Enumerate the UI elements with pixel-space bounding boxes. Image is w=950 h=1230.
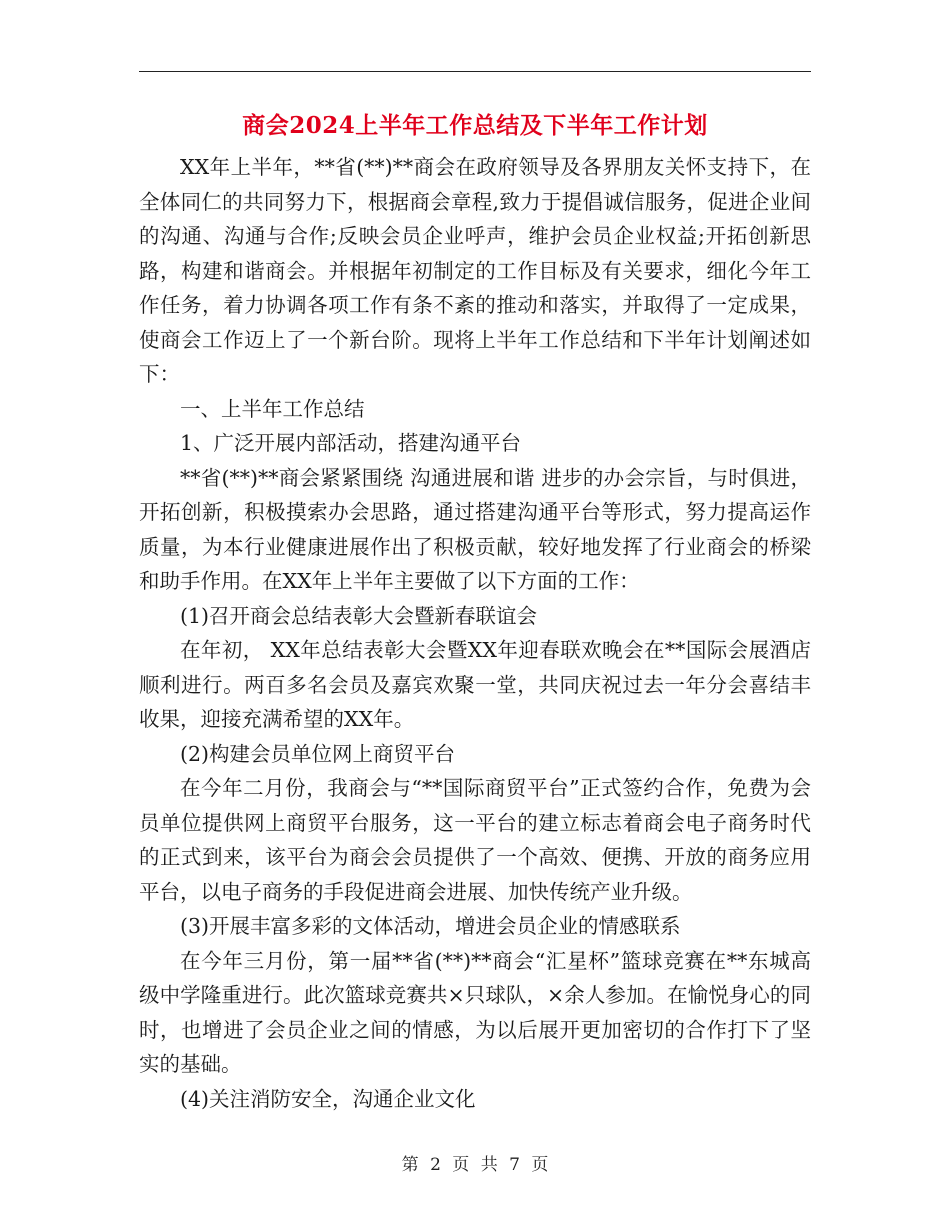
document-title: 商会2024上半年工作总结及下半年工作计划 [242,112,708,139]
paragraph-body: **省(**)**商会紧紧围绕 沟通进展和谐 进步的办会宗旨，与时俱进，开拓创新，积极摸索办会思路，通过搭建沟通平台等形式，努力提高运作质量，为本行业健康进展作出了积极贡献，较好地发挥了行业商会的桥梁和助手作用。在XX年上半年主要做了以下方面的工作： [139,465,811,593]
paragraph-body: 在今年二月份，我商会与“**国际商贸平台”正式签约合作，免费为会员单位提供网上商贸平台服务，这一平台的建立标志着商会电子商务时代的正式到来，该平台为商会会员提供了一个高效、便携、开放的商务应用平台，以电子商务的手段促进商会进展、加快传统产业升级。 [139,776,811,904]
document-body [139,150,811,1116]
item-heading-2: (2)构建会员单位网上商贸平台 [180,741,456,766]
item-heading-3: (3)开展丰富多彩的文体活动，增进会员企业的情感联系 [180,914,681,938]
page-number: 第 2 页 共 7 页 [401,1155,549,1175]
section-heading-1: 一、上半年工作总结 [180,396,365,421]
item-heading-1: (1)召开商会总结表彰大会暨新春联谊会 [180,603,538,628]
paragraph-body: 在年初， XX年总结表彰大会暨XX年迎春联欢晚会在**国际会展酒店顺利进行。两百多名会员及嘉宾欢聚一堂，共同庆祝过去一年分会喜结丰收果，迎接充满希望的XX年。 [139,638,811,731]
header-rule [139,71,811,72]
item-heading-4: (4)关注消防安全，沟通企业文化 [180,1086,476,1111]
paragraph-intro: XX年上半年，**省(**)**商会在政府领导及各界朋友关怀支持下，在全体同仁的共同努力下，根据商会章程,致力于提倡诚信服务，促进企业间的沟通、沟通与合作;反映会员企业呼声，维护会员企业权益;开拓创新思路，构建和谐商会。并根据年初制定的工作目标及有关要求，细化今年工作任务，着力协调各项工作有条不紊的推动和落实，并取得了一定成果，使商会工作迈上了一个新台阶。现将上半年工作总结和下半年计划阐述如下： [139,155,811,386]
paragraph-body: 在今年三月份，第一届**省(**)**商会“汇星杯”篮球竞赛在**东城高级中学隆重进行。此次篮球竞赛共×只球队，×余人参加。在愉悦身心的同时，也增进了会员企业之间的情感，为以后展开更加密切的合作打下了坚实的基础。 [139,948,811,1076]
subsection-heading-1: 1、广泛开展内部活动，搭建沟通平台 [180,431,522,455]
